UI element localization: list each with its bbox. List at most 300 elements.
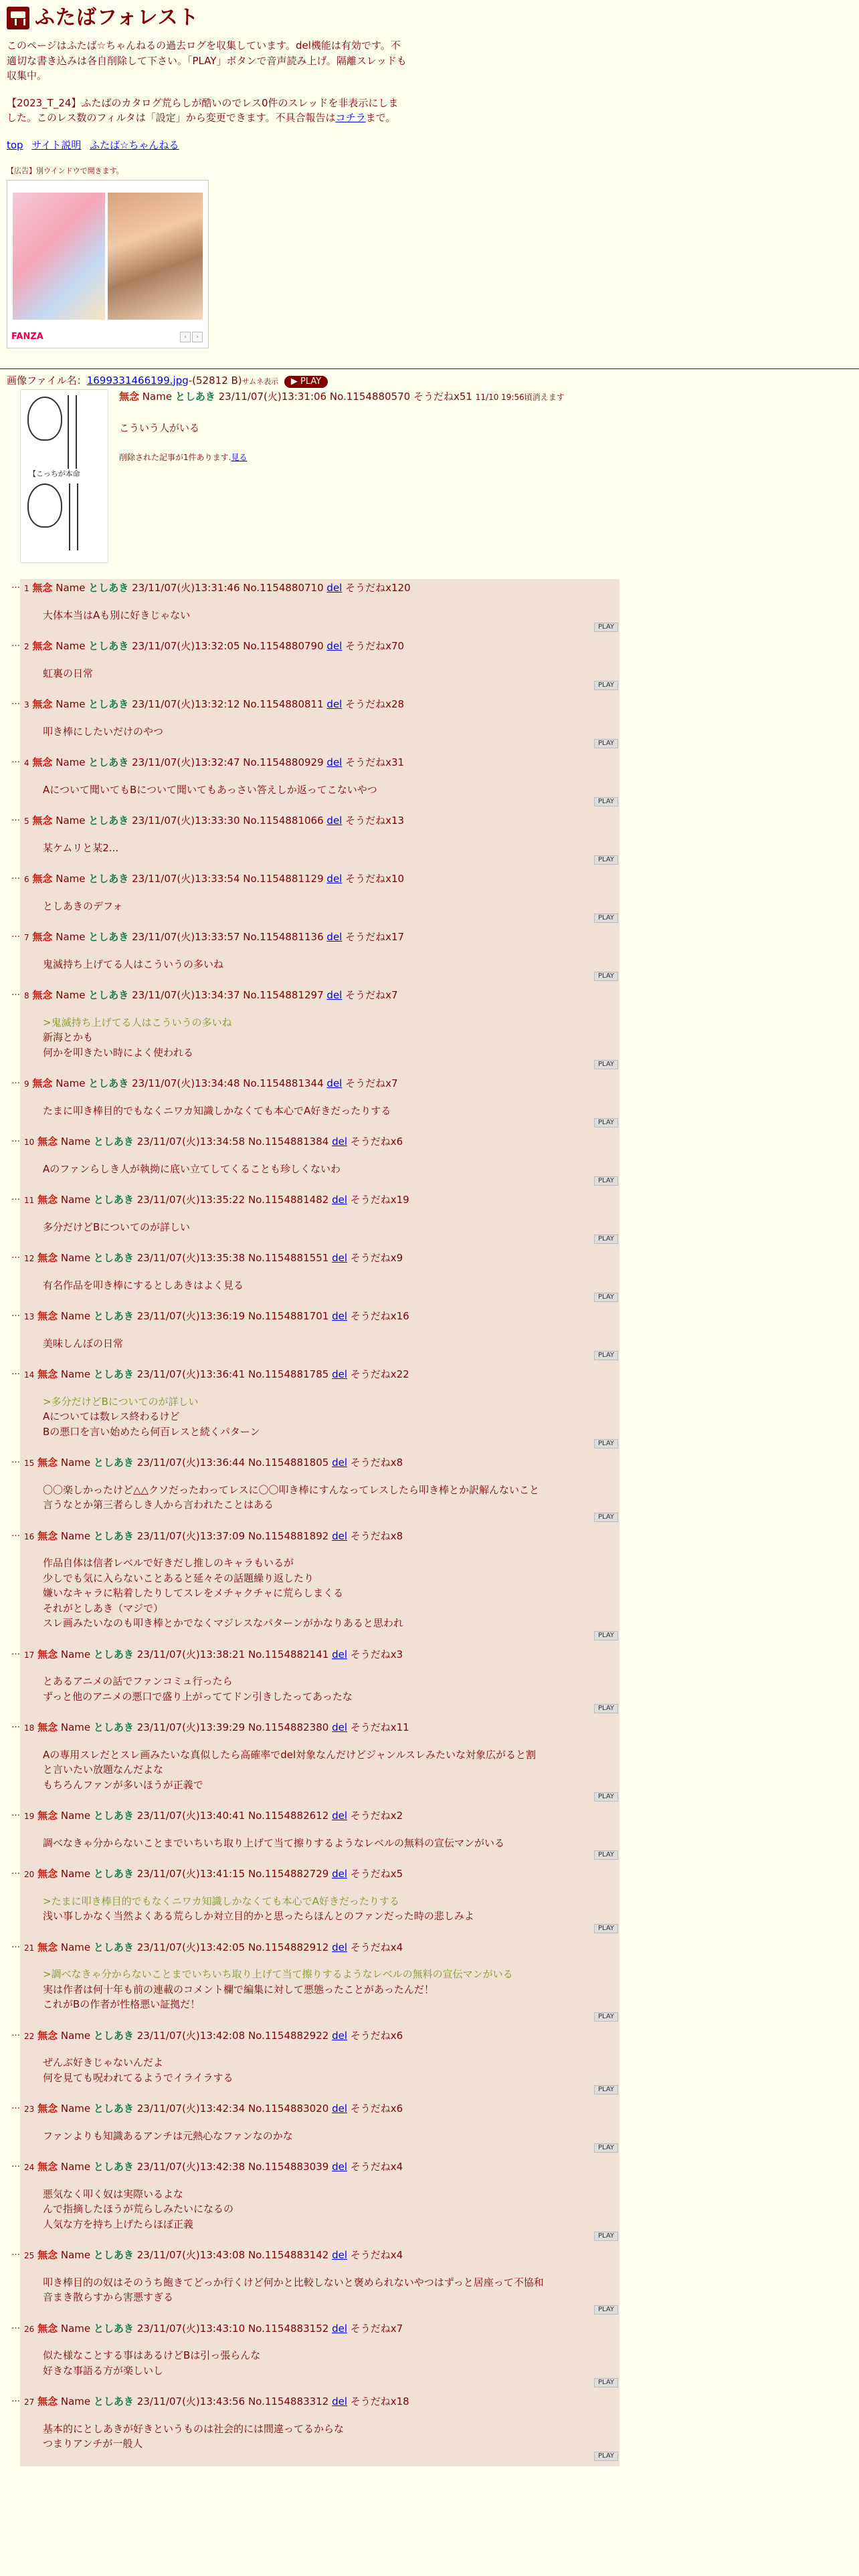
reply-index: 12 xyxy=(24,1254,35,1263)
reply-del-link[interactable]: del xyxy=(326,873,343,885)
reply-soudane[interactable]: そうだねx7 xyxy=(345,989,398,1001)
reply-name: としあき xyxy=(93,1194,134,1206)
reply-marker: … xyxy=(11,1367,20,1377)
reply-del-link[interactable]: del xyxy=(326,698,343,710)
reply-post xyxy=(20,1133,619,1191)
reply-line: >多分だけどBについてのが詳しい xyxy=(43,1395,199,1408)
reply-line: もちろんファンが多いほうが正義で xyxy=(43,1778,203,1791)
ad-nav xyxy=(180,332,203,342)
reply-date: 23/11/07(火)13:42:05 xyxy=(136,1941,246,1953)
reply-post xyxy=(20,1865,619,1939)
reply-subject: 無念 xyxy=(32,582,53,594)
reply-header xyxy=(24,2101,615,2117)
reply-line: 何を見ても呪われてるようでイライラする xyxy=(43,2071,233,2084)
reply-del-link[interactable]: del xyxy=(332,1310,347,1322)
reply-number[interactable]: No.1154882912 xyxy=(248,1941,329,1953)
reply-line: と言いたい放題なんだよな xyxy=(43,1763,164,1776)
reply-post xyxy=(20,579,619,637)
reply-del-link[interactable]: del xyxy=(332,1529,347,1542)
reply-index: 22 xyxy=(24,2031,35,2041)
ad-label: 【広告】別ウインドウで開きます。 xyxy=(7,167,124,175)
ad-image-left xyxy=(13,193,105,320)
reply-subject: 無念 xyxy=(32,640,53,652)
reply-del-link[interactable]: del xyxy=(332,2029,347,2042)
reply-soudane[interactable]: そうだねx16 xyxy=(350,1310,409,1322)
reply-index: 1 xyxy=(24,584,29,593)
reply-number[interactable]: No.1154881785 xyxy=(248,1368,329,1380)
reply-date: 23/11/07(火)13:43:10 xyxy=(136,2322,246,2335)
nav-futaba-link[interactable]: ふたば☆ちゃんねる xyxy=(90,138,179,151)
reply-line: ずっと他のアニメの悪口で盛り上がっててドン引きしたってあったな xyxy=(43,1690,353,1703)
reply-row xyxy=(7,579,619,637)
notice-suffix: まで。 xyxy=(365,112,396,124)
reply-soudane[interactable]: そうだねx6 xyxy=(350,2029,403,2042)
reply-line: 浅い事しかなく当然よくある荒らしか対立目的かと思ったらほんとのファンだった時の悲しみよ xyxy=(43,1910,474,1922)
reply-header xyxy=(24,1367,615,1382)
reply-index: 24 xyxy=(24,2163,35,2172)
drawing-text-line xyxy=(68,395,71,469)
reply-play-button[interactable]: PLAY xyxy=(594,1060,618,1069)
reply-soudane[interactable]: そうだねx120 xyxy=(345,582,411,594)
reply-date: 23/11/07(火)13:32:05 xyxy=(132,640,240,652)
reply-play-button[interactable]: PLAY xyxy=(594,1439,618,1448)
reply-number[interactable]: No.1154881136 xyxy=(243,931,324,943)
reply-name-label: Name xyxy=(56,989,86,1001)
reply-soudane[interactable]: そうだねx22 xyxy=(350,1368,409,1380)
reply-body xyxy=(43,841,615,856)
reply-marker: … xyxy=(11,1866,20,1876)
op-soudane[interactable]: そうだねx51 xyxy=(413,391,472,403)
reply-line: 言うなとか第三者らしき人から言われたことはある xyxy=(43,1499,274,1511)
reply-del-link[interactable]: del xyxy=(332,1868,347,1880)
reply-soudane[interactable]: そうだねx6 xyxy=(350,2103,403,2115)
reply-post xyxy=(20,1075,619,1133)
reply-play xyxy=(24,1351,615,1360)
reply-del-link[interactable]: del xyxy=(332,1368,347,1380)
ad-prev-icon[interactable]: ‹ xyxy=(180,332,191,342)
reply-soudane[interactable]: そうだねx6 xyxy=(350,1136,403,1148)
reply-marker: … xyxy=(11,697,20,707)
op-date: 23/11/07(火)13:31:06 xyxy=(218,391,327,403)
ad-brand-logo: FANZA xyxy=(11,332,43,342)
file-meta: -(52812 B) xyxy=(188,374,242,387)
reply-play-button[interactable]: PLAY xyxy=(594,855,618,865)
reply-post xyxy=(20,1646,619,1719)
reply-name: としあき xyxy=(93,2249,134,2261)
reply-line: 音まき散らすから害悪すぎる xyxy=(43,2291,174,2303)
reply-number[interactable]: No.1154883312 xyxy=(248,2395,329,2407)
reply-number[interactable]: No.1154880929 xyxy=(243,756,324,768)
reply-number[interactable]: No.1154880811 xyxy=(243,698,324,710)
reply-header xyxy=(24,639,615,654)
reply-number[interactable]: No.1154881892 xyxy=(248,1529,329,1542)
reply-name-label: Name xyxy=(60,1310,91,1322)
file-info xyxy=(7,373,852,389)
reply-subject: 無念 xyxy=(37,2249,58,2261)
reply-post xyxy=(20,695,619,754)
reply-row xyxy=(7,1249,619,1307)
reply-number[interactable]: No.1154883152 xyxy=(248,2322,329,2335)
reply-index: 7 xyxy=(24,933,29,942)
reply-subject: 無念 xyxy=(37,2322,58,2335)
reply-index: 2 xyxy=(24,642,29,651)
reply-play-button[interactable]: PLAY xyxy=(594,2378,618,2387)
reply-index: 23 xyxy=(24,2105,35,2114)
reply-row xyxy=(7,2320,619,2393)
reply-date: 23/11/07(火)13:36:41 xyxy=(136,1368,246,1380)
reply-number[interactable]: No.1154881066 xyxy=(243,815,324,827)
reply-marker: … xyxy=(11,1251,20,1261)
reply-line: 新海とかも xyxy=(43,1031,94,1043)
reply-number[interactable]: No.1154883039 xyxy=(248,2161,329,2173)
reply-post xyxy=(20,812,619,870)
reply-play-button[interactable]: PLAY xyxy=(594,1924,618,1933)
reply-name: としあき xyxy=(88,931,129,943)
reply-row xyxy=(7,2027,619,2101)
reply-line: Aの専用スレだとスレ画みたいな真似したら高確率でdel対象なんだけどジャンルスレみたいな対象広がると割 xyxy=(43,1748,537,1761)
thread xyxy=(0,373,859,2466)
reply-soudane[interactable]: そうだねx7 xyxy=(350,2322,403,2335)
reply-name: としあき xyxy=(93,2029,134,2042)
reply-line: 実は作者は何十年も前の連載のコメント欄で編集に対して悪態ったことがあったんだ！ xyxy=(43,1983,434,1996)
reply-index: 9 xyxy=(24,1079,29,1089)
reply-number[interactable]: No.1154880710 xyxy=(243,582,324,594)
reply-index: 15 xyxy=(24,1459,35,1468)
reply-play-button[interactable]: PLAY xyxy=(594,681,618,690)
reply-marker: … xyxy=(11,2028,20,2038)
reply-marker: … xyxy=(11,1309,20,1319)
reply-name: としあき xyxy=(88,815,129,827)
reply-soudane[interactable]: そうだねx8 xyxy=(350,1529,403,1542)
reply-name-label: Name xyxy=(60,1648,91,1660)
nav-about-link[interactable]: サイト説明 xyxy=(31,138,82,151)
reply-number[interactable]: No.1154881551 xyxy=(248,1252,329,1264)
reply-row xyxy=(7,2100,619,2158)
reply-del-link[interactable]: del xyxy=(332,1648,347,1660)
drawing-text-line xyxy=(77,484,80,550)
reply-del-link[interactable]: del xyxy=(326,1077,343,1089)
reply-soudane[interactable]: そうだねx19 xyxy=(350,1194,409,1206)
reply-header xyxy=(24,1866,615,1882)
reply-number[interactable]: No.1154881344 xyxy=(243,1077,324,1089)
reply-del-link[interactable]: del xyxy=(332,1194,347,1206)
op-name-label: Name xyxy=(142,391,173,403)
reply-marker: … xyxy=(11,2321,20,2331)
reply-body xyxy=(43,1278,615,1293)
op-play-label: PLAY xyxy=(300,376,322,387)
reply-header xyxy=(24,2159,615,2175)
reply-number[interactable]: No.1154882729 xyxy=(248,1868,329,1880)
reply-row xyxy=(7,2246,619,2320)
reply-body xyxy=(43,899,615,914)
reply-number[interactable]: No.1154881384 xyxy=(248,1136,329,1148)
reply-number[interactable]: No.1154883020 xyxy=(248,2103,329,2115)
reply-header xyxy=(24,1192,615,1208)
reply-subject: 無念 xyxy=(37,1457,58,1469)
op-content xyxy=(119,389,565,463)
reply-number[interactable]: No.1154881805 xyxy=(248,1457,329,1469)
reply-del-link[interactable]: del xyxy=(326,989,343,1001)
nav-top-link[interactable]: top xyxy=(7,138,23,151)
reply-soudane[interactable]: そうだねx3 xyxy=(350,1648,403,1660)
futaba-logo-icon xyxy=(7,7,29,29)
ad-banner[interactable] xyxy=(7,180,209,348)
reply-subject: 無念 xyxy=(37,1941,58,1953)
reply-list xyxy=(7,579,619,2466)
reply-play-button[interactable]: PLAY xyxy=(594,1631,618,1640)
reply-soudane[interactable]: そうだねx28 xyxy=(345,698,405,710)
notice-contact-link[interactable]: コチラ xyxy=(335,112,366,124)
reply-play-button[interactable]: PLAY xyxy=(594,1235,618,1244)
reply-line: 調べなきゃ分からないことまでいちいち取り上げて当て擦りするようなレベルの無料の宣伝マンがいる xyxy=(43,1836,505,1849)
reply-number[interactable]: No.1154881129 xyxy=(243,873,324,885)
reply-play-button[interactable]: PLAY xyxy=(594,739,618,748)
reply-play xyxy=(24,2452,615,2461)
reply-date: 23/11/07(火)13:34:58 xyxy=(136,1136,246,1148)
reply-play-button[interactable]: PLAY xyxy=(594,1293,618,1302)
reply-subject: 無念 xyxy=(37,1810,58,1822)
drawing-text-line xyxy=(76,395,79,469)
reply-del-link[interactable]: del xyxy=(332,1810,347,1822)
reply-header xyxy=(24,2248,615,2263)
reply-play xyxy=(24,1060,615,1069)
reply-number[interactable]: No.1154881482 xyxy=(248,1194,329,1206)
reply-play-button[interactable]: PLAY xyxy=(594,1351,618,1360)
reply-play xyxy=(24,1704,615,1713)
reply-line: んで指摘したほうが荒らしみたいになるの xyxy=(43,2203,234,2215)
reply-play-button[interactable]: PLAY xyxy=(594,2305,618,2315)
reply-play-button[interactable]: PLAY xyxy=(594,2232,618,2241)
reply-del-link[interactable]: del xyxy=(332,2103,347,2115)
reply-soudane[interactable]: そうだねx4 xyxy=(350,2161,403,2173)
reply-header xyxy=(24,2394,615,2409)
reply-soudane[interactable]: そうだねx11 xyxy=(350,1721,409,1733)
reply-row xyxy=(7,1075,619,1133)
reply-header xyxy=(24,988,615,1003)
file-name-link[interactable]: 1699331466199.jpg xyxy=(86,374,189,387)
reply-date: 23/11/07(火)13:43:56 xyxy=(136,2395,246,2407)
reply-play-button[interactable]: PLAY xyxy=(594,623,618,632)
reply-date: 23/11/07(火)13:36:44 xyxy=(136,1457,246,1469)
reply-body xyxy=(43,1836,615,1851)
reply-name: としあき xyxy=(88,873,129,885)
reply-soudane[interactable]: そうだねx9 xyxy=(350,1252,403,1264)
op-header xyxy=(119,389,565,405)
reply-body xyxy=(43,2187,615,2232)
reply-number[interactable]: No.1154882922 xyxy=(248,2029,329,2042)
reply-name-label: Name xyxy=(60,2161,91,2173)
reply-soudane[interactable]: そうだねx8 xyxy=(350,1457,403,1469)
reply-body xyxy=(43,2055,615,2085)
reply-body xyxy=(43,1015,615,1061)
reply-del-link[interactable]: del xyxy=(332,2395,347,2407)
reply-subject: 無念 xyxy=(32,815,53,827)
reply-name: としあき xyxy=(93,1136,134,1148)
reply-line: Aについて聞いてもBについて聞いてもあっさい答えしか返ってこないやつ xyxy=(43,783,377,796)
reply-number[interactable]: No.1154880790 xyxy=(243,640,324,652)
reply-header xyxy=(24,1134,615,1150)
reply-marker: … xyxy=(11,930,20,940)
reply-index: 3 xyxy=(24,700,29,710)
reply-number[interactable]: No.1154882612 xyxy=(248,1810,329,1822)
reply-soudane[interactable]: そうだねx5 xyxy=(350,1868,403,1880)
reply-play-button[interactable]: PLAY xyxy=(594,1176,618,1186)
reply-number[interactable]: No.1154883142 xyxy=(248,2249,329,2261)
reply-header xyxy=(24,1455,615,1471)
reply-del-link[interactable]: del xyxy=(332,2249,347,2261)
reply-name: としあき xyxy=(93,2395,134,2407)
reply-post xyxy=(20,1719,619,1807)
reply-play-button[interactable]: PLAY xyxy=(594,1792,618,1802)
reply-header xyxy=(24,1251,615,1266)
reply-subject: 無念 xyxy=(37,2029,58,2042)
op-image[interactable] xyxy=(20,389,108,563)
reply-date: 23/11/07(火)13:35:38 xyxy=(136,1252,246,1264)
reply-soudane[interactable]: そうだねx31 xyxy=(345,756,405,768)
reply-date: 23/11/07(火)13:36:19 xyxy=(136,1310,246,1322)
reply-number[interactable]: No.1154881297 xyxy=(243,989,324,1001)
reply-play-button[interactable]: PLAY xyxy=(594,1513,618,1522)
reply-body xyxy=(43,1747,615,1793)
reply-play-button[interactable]: PLAY xyxy=(594,1850,618,1860)
reply-name-label: Name xyxy=(60,1194,91,1206)
reply-play-button[interactable]: PLAY xyxy=(594,2143,618,2153)
reply-soudane[interactable]: そうだねx2 xyxy=(350,1810,403,1822)
reply-subject: 無念 xyxy=(32,1077,53,1089)
op-play-button[interactable]: ▶ PLAY xyxy=(284,376,328,388)
reply-del-link[interactable]: del xyxy=(332,1721,347,1733)
header-separator xyxy=(0,368,859,369)
reply-body xyxy=(43,1220,615,1235)
reply-soudane[interactable]: そうだねx4 xyxy=(350,1941,403,1953)
reply-line: 少しでも気に入らないことあると延々その話題繰り返したり xyxy=(43,1572,314,1584)
reply-play-button[interactable]: PLAY xyxy=(594,797,618,807)
reply-del-link[interactable]: del xyxy=(332,1941,347,1953)
reply-index: 6 xyxy=(24,875,29,884)
reply-del-link[interactable]: del xyxy=(332,2161,347,2173)
reply-body xyxy=(43,1103,615,1119)
reply-row xyxy=(7,2158,619,2246)
reply-name-label: Name xyxy=(60,1457,91,1469)
reply-play xyxy=(24,2378,615,2387)
reply-line: 基本的にとしあきが好きというものは社会的には間違ってるからな xyxy=(43,2422,345,2435)
reply-soudane[interactable]: そうだねx17 xyxy=(345,931,405,943)
reply-date: 23/11/07(火)13:32:12 xyxy=(132,698,240,710)
op-expire: 11/10 19:56頃消えます xyxy=(475,393,565,402)
reply-post xyxy=(20,1366,619,1454)
reply-name-label: Name xyxy=(60,1368,91,1380)
reply-index: 13 xyxy=(24,1312,35,1321)
reply-row xyxy=(7,986,619,1075)
reply-date: 23/11/07(火)13:31:46 xyxy=(132,582,240,594)
reply-play-button[interactable]: PLAY xyxy=(594,2452,618,2461)
reply-index: 25 xyxy=(24,2251,35,2260)
reply-index: 8 xyxy=(24,991,29,1000)
reply-header xyxy=(24,1647,615,1662)
op-number[interactable]: No.1154880570 xyxy=(329,391,411,403)
reply-del-link[interactable]: del xyxy=(332,1136,347,1148)
reply-index: 19 xyxy=(24,1812,35,1821)
reply-soudane[interactable]: そうだねx7 xyxy=(345,1077,398,1089)
reply-index: 21 xyxy=(24,1943,35,1953)
deleted-view-link[interactable]: 見る xyxy=(231,453,248,462)
reply-number[interactable]: No.1154882380 xyxy=(248,1721,329,1733)
reply-date: 23/11/07(火)13:37:09 xyxy=(136,1529,246,1542)
reply-line: としあきのデフォ xyxy=(43,899,123,912)
reply-number[interactable]: No.1154882141 xyxy=(248,1648,329,1660)
reply-soudane[interactable]: そうだねx70 xyxy=(345,640,405,652)
op-name: としあき xyxy=(175,391,215,403)
reply-play-button[interactable]: PLAY xyxy=(594,1704,618,1713)
reply-body xyxy=(43,1162,615,1177)
reply-play-button[interactable]: PLAY xyxy=(594,914,618,923)
reply-row xyxy=(7,928,619,986)
reply-del-link[interactable]: del xyxy=(326,582,343,594)
reply-post xyxy=(20,870,619,928)
reply-name-label: Name xyxy=(60,1868,91,1880)
reply-body xyxy=(43,2275,615,2305)
reply-play-button[interactable]: PLAY xyxy=(594,1118,618,1128)
reply-play-button[interactable]: PLAY xyxy=(594,2085,618,2095)
reply-soudane[interactable]: そうだねx18 xyxy=(350,2395,409,2407)
reply-header xyxy=(24,580,615,596)
reply-line: 作品自体は信者レベルで好きだし推しのキャラもいるが xyxy=(43,1557,294,1569)
reply-del-link[interactable]: del xyxy=(326,931,343,943)
reply-soudane[interactable]: そうだねx10 xyxy=(345,873,405,885)
reply-del-link[interactable]: del xyxy=(326,756,343,768)
reply-date: 23/11/07(火)13:38:21 xyxy=(136,1648,246,1660)
reply-del-link[interactable]: del xyxy=(332,1252,347,1264)
reply-post xyxy=(20,1527,619,1646)
reply-date: 23/11/07(火)13:43:08 xyxy=(136,2249,246,2261)
reply-subject: 無念 xyxy=(37,1868,58,1880)
reply-play xyxy=(24,797,615,807)
reply-body xyxy=(43,666,615,681)
op-subject: 無念 xyxy=(119,391,140,403)
reply-play xyxy=(24,914,615,923)
reply-del-link[interactable]: del xyxy=(326,640,343,652)
reply-row xyxy=(7,1527,619,1646)
reply-soudane[interactable]: そうだねx13 xyxy=(345,815,405,827)
reply-number[interactable]: No.1154881701 xyxy=(248,1310,329,1322)
reply-date: 23/11/07(火)13:35:22 xyxy=(136,1194,246,1206)
reply-soudane[interactable]: そうだねx4 xyxy=(350,2249,403,2261)
reply-del-link[interactable]: del xyxy=(332,2322,347,2335)
reply-name: としあき xyxy=(93,1941,134,1953)
reply-play-button[interactable]: PLAY xyxy=(594,972,618,981)
reply-body xyxy=(43,2348,615,2378)
reply-del-link[interactable]: del xyxy=(332,1457,347,1469)
reply-line: Bの悪口を言い始めたら何百レスと続くパターン xyxy=(43,1425,260,1438)
reply-subject: 無念 xyxy=(32,756,53,768)
file-label: 画像ファイル名： xyxy=(7,374,87,387)
reply-del-link[interactable]: del xyxy=(326,815,343,827)
drawing-face-icon xyxy=(27,397,62,441)
ad-next-icon[interactable]: › xyxy=(192,332,203,342)
reply-header xyxy=(24,2321,615,2337)
reply-header xyxy=(24,813,615,829)
reply-play xyxy=(24,1235,615,1244)
reply-post xyxy=(20,1307,619,1366)
reply-play-button[interactable]: PLAY xyxy=(594,2012,618,2022)
reply-play xyxy=(24,1118,615,1128)
reply-play xyxy=(24,1439,615,1448)
reply-body xyxy=(43,1967,615,2012)
reply-marker: … xyxy=(11,2248,20,2258)
reply-line: 鬼滅持ち上げてる人はこういうの多いね xyxy=(43,958,224,970)
thumb-toggle[interactable]: サムネ表示 xyxy=(242,377,279,386)
reply-name-label: Name xyxy=(60,1136,91,1148)
